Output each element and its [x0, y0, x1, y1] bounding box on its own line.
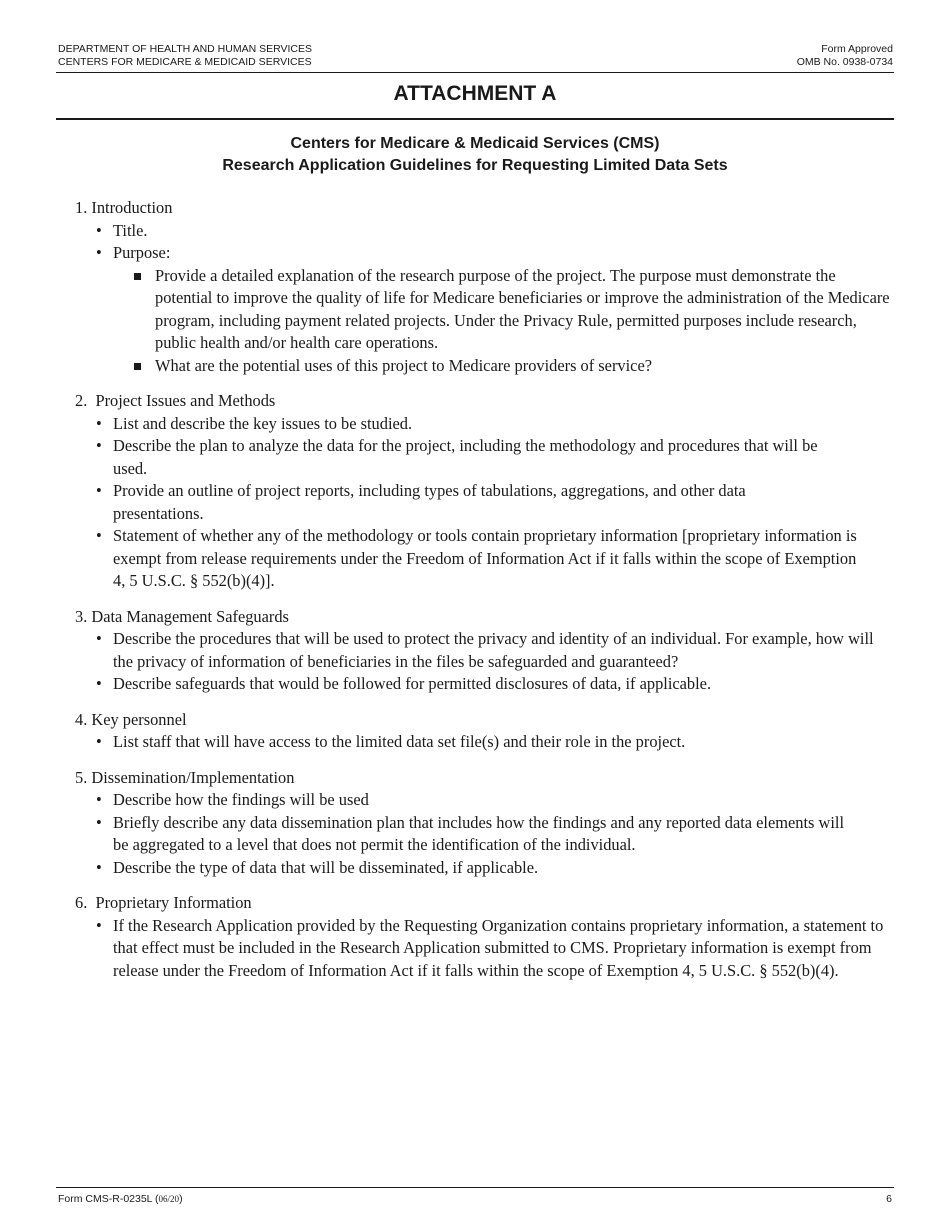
form-date: 06/20: [158, 1194, 180, 1204]
department-name: DEPARTMENT OF HEALTH AND HUMAN SERVICES: [58, 43, 312, 55]
title-divider: [56, 118, 894, 120]
agency-header: [58, 43, 312, 69]
bullet-list: [75, 220, 895, 265]
form-approved-label: Form Approved: [821, 43, 893, 55]
list-item: • Describe the plan to analyze the data for the project, including the methodology and procedures that will be used.: [113, 435, 833, 480]
purpose-sublist: [75, 265, 895, 378]
section-project-issues: [75, 390, 895, 593]
form-number: [58, 1193, 183, 1205]
subtitle-line-1: Centers for Medicare & Medicaid Services (CMS): [290, 135, 660, 152]
section-proprietary-info: [75, 892, 895, 982]
list-item: • If the Research Application provided by the Requesting Organization contains proprietary information, a statement to that effect must be included in the Research Application submitted to CMS. Proprietary information is exempt from release under the Freedom of Information Act if it falls within the scope of Exemption 4, 5 U.S.C. § 552(b)(4).: [113, 915, 895, 983]
list-item: • Title.: [113, 220, 895, 243]
section-data-safeguards: [75, 606, 895, 696]
list-item: • Provide an outline of project reports, including types of tabulations, aggregations, and other data presentations.: [113, 480, 813, 525]
bullet-list: [75, 628, 895, 696]
agency-name: CENTERS FOR MEDICARE & MEDICAID SERVICES: [58, 56, 312, 68]
subtitle-line-2: Research Application Guidelines for Requesting Limited Data Sets: [222, 157, 728, 174]
approval-header: [797, 43, 893, 69]
form-close: ): [179, 1193, 183, 1205]
sub-list-item: Provide a detailed explanation of the research purpose of the project. The purpose must demonstrate the potential to improve the quality of life for Medicare beneficiaries or improve the administration of the Medicare program, including payment related projects. Under the Privacy Rule, permitted purposes include research, public health and/or health care operations.: [155, 265, 895, 355]
bullet-list: [75, 789, 895, 879]
list-item: • List staff that will have access to the limited data set file(s) and their role in the project.: [113, 731, 895, 754]
page-title: ATTACHMENT A: [393, 82, 557, 105]
bullet-list: [75, 915, 895, 983]
guidelines-content: [75, 197, 895, 995]
list-item: • Describe safeguards that would be followed for permitted disclosures of data, if applicable.: [113, 673, 895, 696]
list-item: • Describe how the findings will be used: [113, 789, 895, 812]
section-title: 1. Introduction: [75, 198, 173, 217]
section-dissemination: [75, 767, 895, 880]
list-item: • Purpose:: [113, 242, 895, 265]
bullet-list: [75, 731, 895, 754]
section-title: 3. Data Management Safeguards: [75, 606, 289, 626]
list-item: • Briefly describe any data dissemination plan that includes how the findings and any reported data elements will be aggregated to a level that does not permit the identification of the individual.: [113, 812, 858, 857]
header-divider: [56, 72, 894, 73]
page-number: 6: [886, 1193, 892, 1205]
list-item: • Describe the procedures that will be used to protect the privacy and identity of an individual. For example, how will the privacy of information of beneficiaries in the files be safeguarded and guaranteed?: [113, 628, 895, 673]
section-title: 4. Key personnel: [75, 709, 187, 729]
form-id: Form CMS-R-0235L (: [58, 1193, 159, 1205]
section-introduction: [75, 197, 895, 377]
document-subtitle: [0, 133, 950, 177]
bullet-list: [75, 413, 895, 593]
section-title: 5. Dissemination/Implementation: [75, 767, 295, 787]
list-item: • List and describe the key issues to be studied.: [113, 413, 895, 436]
list-item: • Statement of whether any of the methodology or tools contain proprietary information [proprietary information is exempt from release requirements under the Freedom of Information Act if it falls within the scope of Exemption 4, 5 U.S.C. § 552(b)(4)].: [113, 525, 863, 593]
sub-list-item: What are the potential uses of this project to Medicare providers of service?: [155, 355, 895, 378]
section-key-personnel: [75, 709, 895, 754]
omb-number: OMB No. 0938-0734: [796, 56, 893, 68]
footer-divider: [56, 1187, 894, 1188]
section-title: 6. Proprietary Information: [75, 893, 252, 912]
list-item: • Describe the type of data that will be disseminated, if applicable.: [113, 857, 895, 880]
section-title: 2. Project Issues and Methods: [75, 391, 276, 410]
